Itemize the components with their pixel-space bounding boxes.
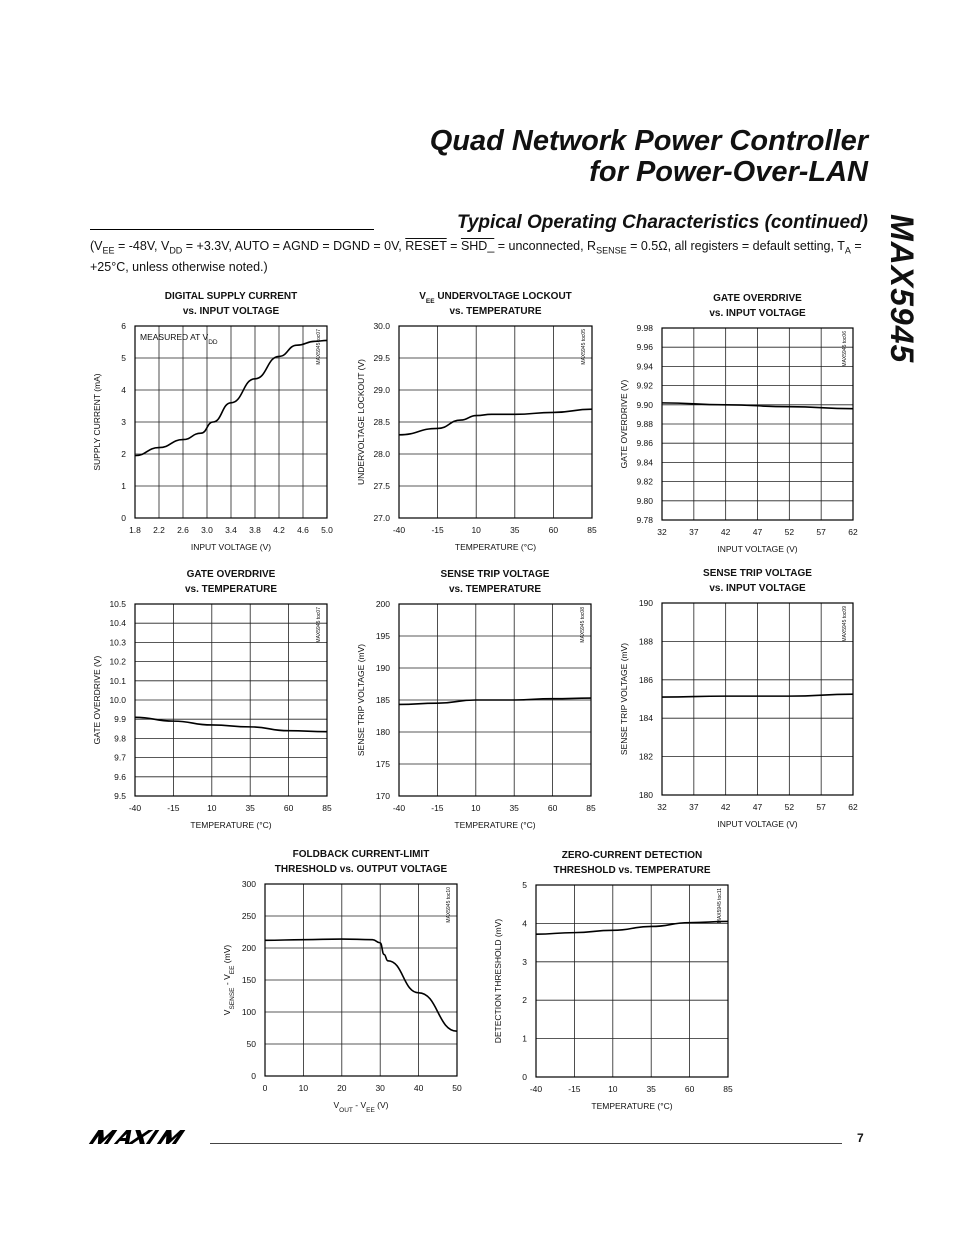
x-tick-label: 57 bbox=[816, 802, 826, 812]
plot-frame bbox=[536, 885, 728, 1077]
chart-subtitle: vs. TEMPERATURE bbox=[449, 306, 542, 317]
x-tick-label: 35 bbox=[245, 803, 255, 813]
y-tick-label: 4 bbox=[522, 918, 527, 929]
y-tick-label: 29.0 bbox=[373, 385, 390, 395]
y-axis-label: SENSE TRIP VOLTAGE (mV) bbox=[356, 643, 366, 757]
y-tick-label: 0 bbox=[522, 1072, 527, 1082]
figure-code: MAX5945 toc11 bbox=[717, 888, 723, 924]
y-tick-label: 9.8 bbox=[114, 733, 126, 744]
chart-6 bbox=[619, 568, 858, 829]
chart-subtitle: vs. INPUT VOLTAGE bbox=[709, 583, 806, 594]
y-tick-label: 180 bbox=[638, 790, 653, 800]
x-tick-label: 1.8 bbox=[129, 525, 141, 535]
y-tick-label: 0 bbox=[121, 513, 126, 523]
x-tick-label: 10 bbox=[207, 803, 217, 813]
x-tick-label: 30 bbox=[375, 1083, 385, 1093]
x-tick-label: 37 bbox=[689, 527, 699, 537]
x-tick-label: 35 bbox=[510, 525, 520, 535]
y-tick-label: 182 bbox=[638, 751, 653, 762]
y-tick-label: 185 bbox=[375, 695, 390, 705]
chart-4 bbox=[92, 569, 332, 830]
document-title-line-2: for Power-Over-LAN bbox=[589, 156, 868, 188]
figure-code: MAX5945 toc10 bbox=[446, 887, 452, 923]
y-tick-label: 10.2 bbox=[109, 656, 126, 667]
chart-subtitle: vs. TEMPERATURE bbox=[448, 584, 542, 595]
x-tick-label: 10 bbox=[608, 1084, 618, 1094]
x-tick-label: 47 bbox=[752, 527, 763, 537]
y-tick-label: 190 bbox=[638, 598, 653, 608]
y-tick-label: 9.80 bbox=[636, 495, 653, 506]
y-tick-label: 10.5 bbox=[109, 599, 126, 609]
x-tick-label: 3.4 bbox=[225, 525, 237, 535]
y-tick-label: 180 bbox=[375, 727, 390, 737]
chart-title: GATE OVERDRIVE bbox=[713, 293, 802, 304]
x-tick-label: 32 bbox=[657, 802, 667, 812]
chart-title: GATE OVERDRIVE bbox=[186, 569, 276, 580]
x-tick-label: 52 bbox=[784, 802, 795, 812]
figure-code: MAX5945 toc07 bbox=[316, 329, 322, 365]
y-tick-label: 6 bbox=[121, 321, 126, 331]
x-tick-label: 3.8 bbox=[249, 525, 261, 535]
x-tick-label: 2.6 bbox=[177, 525, 189, 535]
y-tick-label: 29.5 bbox=[373, 353, 390, 363]
x-tick-label: 42 bbox=[720, 527, 731, 537]
x-tick-label: 40 bbox=[413, 1083, 424, 1093]
chart-1 bbox=[92, 291, 333, 552]
y-tick-label: 4 bbox=[121, 385, 126, 395]
figure-code: MAX5945 toc06 bbox=[842, 331, 848, 367]
chart-title: $V_{EE}$ UNDERVOLTAGE LOCKOUT bbox=[419, 291, 572, 305]
chart-subtitle: vs. INPUT VOLTAGE bbox=[709, 308, 806, 319]
y-tick-label: 188 bbox=[638, 636, 653, 647]
chart-subtitle: vs. TEMPERATURE bbox=[184, 584, 278, 595]
y-tick-label: 27.0 bbox=[373, 513, 390, 523]
y-axis-label: GATE OVERDRIVE (V) bbox=[92, 655, 102, 745]
chart-title: SENSE TRIP VOLTAGE bbox=[703, 568, 812, 579]
y-tick-label: 175 bbox=[375, 759, 390, 769]
data-series-line bbox=[265, 939, 457, 1031]
x-tick-label: 60 bbox=[283, 803, 294, 813]
y-tick-label: 200 bbox=[375, 599, 390, 609]
y-tick-label: 10.3 bbox=[109, 637, 126, 648]
y-tick-label: 190 bbox=[375, 663, 390, 673]
x-tick-label: -40 bbox=[392, 803, 406, 813]
figure-code: MAX5945 toc08 bbox=[580, 607, 586, 643]
y-tick-label: 9.98 bbox=[636, 323, 653, 333]
y-tick-label: 3 bbox=[121, 417, 126, 427]
chart-subtitle: THRESHOLD vs. OUTPUT VOLTAGE bbox=[274, 864, 448, 875]
x-tick-label: 62 bbox=[848, 527, 858, 537]
y-tick-label: 300 bbox=[241, 879, 256, 889]
side-part-number: MAX5945 bbox=[884, 214, 920, 364]
x-axis-label: $V_{OUT} - V_{EE}$ (V) bbox=[333, 1100, 389, 1114]
x-axis-label: TEMPERATURE (°C) bbox=[454, 542, 537, 552]
x-tick-label: -15 bbox=[431, 525, 444, 535]
x-tick-label: 62 bbox=[848, 802, 858, 812]
y-tick-label: 30.0 bbox=[373, 321, 390, 331]
x-tick-label: 10 bbox=[471, 803, 481, 813]
x-tick-label: 2.2 bbox=[153, 525, 165, 535]
figure-code: MAX5945 toc05 bbox=[581, 329, 587, 365]
y-tick-label: 150 bbox=[241, 975, 256, 985]
x-tick-label: 32 bbox=[657, 527, 667, 537]
footer-rule bbox=[210, 1143, 842, 1144]
reset-pin: RESET bbox=[405, 239, 447, 253]
x-tick-label: 0 bbox=[262, 1083, 268, 1093]
y-tick-label: 9.84 bbox=[636, 457, 653, 468]
x-tick-label: 50 bbox=[452, 1083, 462, 1093]
x-tick-label: 52 bbox=[784, 527, 795, 537]
y-tick-label: 10.0 bbox=[109, 695, 126, 705]
chart-title: DIGITAL SUPPLY CURRENT bbox=[164, 291, 298, 302]
chart-2 bbox=[356, 291, 597, 552]
figure-code: MAX5945 toc09 bbox=[842, 606, 848, 642]
y-axis-label: SUPPLY CURRENT (mA) bbox=[92, 373, 102, 471]
x-tick-label: 85 bbox=[586, 803, 596, 813]
y-tick-label: 9.7 bbox=[114, 752, 126, 763]
y-tick-label: 200 bbox=[241, 943, 256, 953]
x-tick-label: 47 bbox=[752, 802, 763, 812]
y-tick-label: 184 bbox=[638, 713, 653, 724]
x-tick-label: 5.0 bbox=[321, 525, 333, 535]
y-axis-label: SENSE TRIP VOLTAGE (mV) bbox=[619, 642, 629, 756]
x-tick-label: 60 bbox=[684, 1084, 695, 1094]
x-tick-label: 3.0 bbox=[201, 525, 213, 535]
chart-title: SENSE TRIP VOLTAGE bbox=[440, 569, 550, 580]
x-axis-label: INPUT VOLTAGE (V) bbox=[717, 819, 798, 829]
y-tick-label: 0 bbox=[251, 1071, 256, 1081]
y-tick-label: 100 bbox=[241, 1007, 256, 1017]
chart-title: ZERO-CURRENT DETECTION bbox=[561, 850, 703, 861]
y-tick-label: 186 bbox=[638, 674, 653, 685]
y-tick-label: 5 bbox=[522, 880, 527, 890]
y-tick-label: 9.92 bbox=[636, 380, 653, 391]
x-tick-label: 10 bbox=[471, 525, 481, 535]
y-tick-label: 250 bbox=[241, 911, 256, 921]
chart-3 bbox=[619, 293, 858, 554]
x-tick-label: 85 bbox=[723, 1084, 733, 1094]
y-axis-label: $V_{SENSE} - V_{EE}$ (mV) bbox=[222, 944, 236, 1016]
chart-7 bbox=[222, 849, 462, 1114]
maxim-logo bbox=[88, 1128, 200, 1146]
y-tick-label: 28.0 bbox=[373, 449, 390, 459]
chart-subtitle: THRESHOLD vs. TEMPERATURE bbox=[553, 865, 711, 876]
y-tick-label: 170 bbox=[375, 791, 390, 801]
y-tick-label: 9.86 bbox=[636, 438, 653, 449]
chart-8 bbox=[493, 850, 733, 1111]
chart-annotation: MEASURED AT $V_{DD}$ bbox=[140, 332, 218, 346]
document-title-line-1: Quad Network Power Controller bbox=[429, 125, 868, 157]
y-axis-label: GATE OVERDRIVE (V) bbox=[619, 379, 629, 469]
y-tick-label: 1 bbox=[522, 1033, 527, 1044]
y-tick-label: 1 bbox=[121, 481, 126, 491]
y-tick-label: 9.94 bbox=[636, 361, 653, 372]
section-title: Typical Operating Characteristics (continued) bbox=[456, 212, 868, 233]
x-tick-label: -40 bbox=[392, 525, 406, 535]
y-tick-label: 10.1 bbox=[109, 675, 126, 686]
x-tick-label: 60 bbox=[547, 803, 558, 813]
x-tick-label: 10 bbox=[298, 1083, 309, 1093]
y-tick-label: 5 bbox=[121, 353, 126, 363]
page-number: 7 bbox=[857, 1131, 864, 1145]
x-tick-label: -15 bbox=[167, 803, 180, 813]
x-tick-label: 35 bbox=[509, 803, 519, 813]
x-tick-label: -40 bbox=[128, 803, 142, 813]
x-axis-label: INPUT VOLTAGE (V) bbox=[190, 542, 272, 552]
x-tick-label: -15 bbox=[568, 1084, 581, 1094]
x-axis-label: TEMPERATURE (°C) bbox=[591, 1101, 673, 1111]
y-tick-label: 9.82 bbox=[636, 476, 653, 487]
y-axis-label: DETECTION THRESHOLD (mV) bbox=[493, 918, 503, 1044]
x-axis-label: INPUT VOLTAGE (V) bbox=[717, 544, 798, 554]
y-tick-label: 10.4 bbox=[109, 618, 126, 629]
x-tick-label: 4.6 bbox=[297, 525, 309, 535]
y-tick-label: 50 bbox=[246, 1039, 256, 1049]
figure-code: MAX5945 toc07 bbox=[316, 607, 322, 643]
y-tick-label: 28.5 bbox=[373, 417, 390, 427]
y-tick-label: 27.5 bbox=[373, 481, 390, 491]
x-tick-label: 42 bbox=[720, 802, 731, 812]
y-tick-label: 9.90 bbox=[636, 399, 653, 410]
y-tick-label: 9.6 bbox=[114, 771, 126, 782]
y-tick-label: 9.5 bbox=[114, 791, 126, 801]
x-tick-label: 4.2 bbox=[273, 525, 285, 535]
x-tick-label: 85 bbox=[322, 803, 332, 813]
chart-title: FOLDBACK CURRENT-LIMIT bbox=[292, 849, 430, 860]
x-tick-label: 60 bbox=[548, 525, 559, 535]
y-tick-label: 3 bbox=[522, 956, 527, 967]
x-tick-label: -15 bbox=[431, 803, 444, 813]
y-tick-label: 9.9 bbox=[114, 714, 126, 725]
x-axis-label: TEMPERATURE (°C) bbox=[190, 820, 272, 830]
x-tick-label: 57 bbox=[816, 527, 826, 537]
y-tick-label: 9.78 bbox=[636, 515, 653, 525]
chart-5 bbox=[356, 569, 596, 830]
x-tick-label: 37 bbox=[689, 802, 699, 812]
x-tick-label: 85 bbox=[587, 525, 597, 535]
x-tick-label: 35 bbox=[646, 1084, 656, 1094]
y-tick-label: 2 bbox=[121, 449, 126, 459]
y-tick-label: 9.88 bbox=[636, 419, 653, 429]
x-tick-label: 20 bbox=[337, 1083, 347, 1093]
shd-pin: SHD_ bbox=[460, 239, 495, 253]
chart-subtitle: vs. INPUT VOLTAGE bbox=[182, 306, 280, 317]
y-tick-label: 2 bbox=[522, 995, 527, 1006]
y-axis-label: UNDERVOLTAGE LOCKOUT (V) bbox=[356, 359, 366, 485]
x-axis-label: TEMPERATURE (°C) bbox=[454, 820, 536, 830]
x-tick-label: -40 bbox=[529, 1084, 543, 1094]
y-tick-label: 195 bbox=[375, 631, 390, 641]
data-series-line bbox=[399, 698, 591, 704]
y-tick-label: 9.96 bbox=[636, 342, 653, 353]
test-conditions: ($V_{EE} = -48V$, $V_{DD} = +3.3V$, AUTO = AGND = DGND = 0V, RESET = SHD_ = unconnected, $R_{SENSE} = 0.5\Omega$, all registers = default setting, $T_A = +25^\circ C$, unless otherwise noted.) bbox=[90, 239, 862, 274]
